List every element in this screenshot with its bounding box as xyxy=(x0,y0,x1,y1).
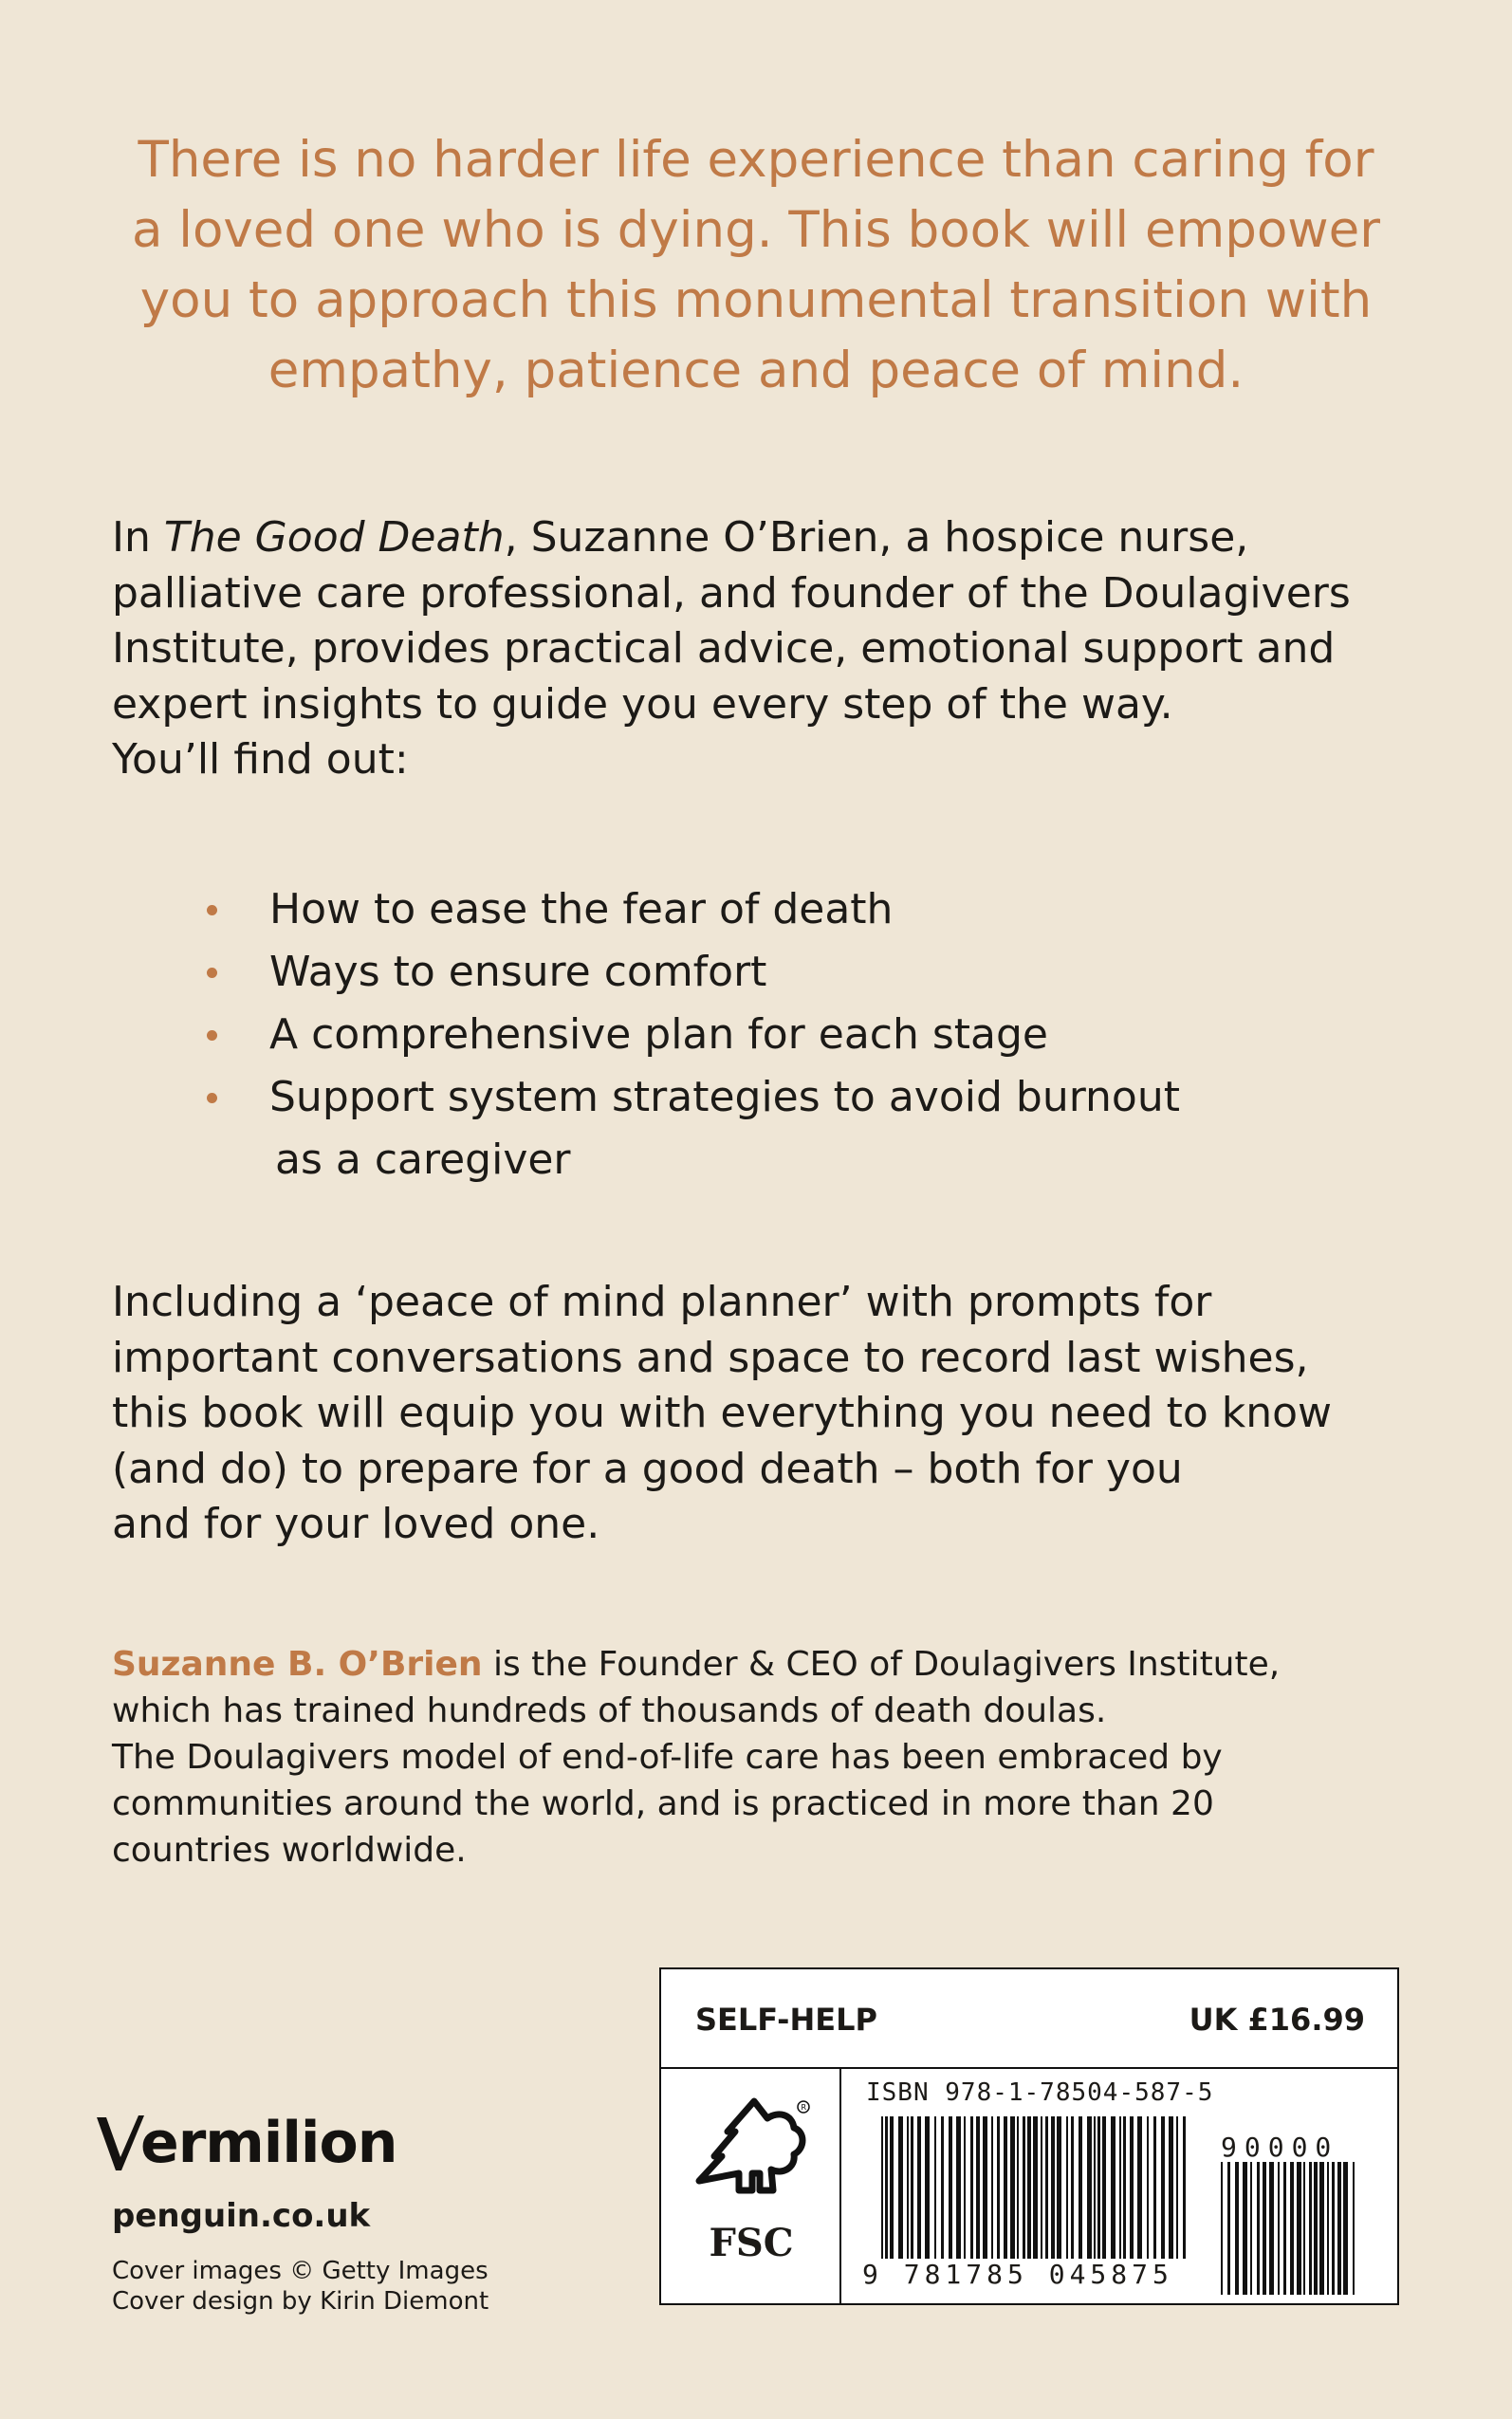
barcode-bar xyxy=(1010,2116,1015,2259)
fsc-tree-icon xyxy=(661,2069,841,2221)
barcode-bar xyxy=(898,2116,903,2259)
intro-line: Institute, provides practical advice, emotional support and xyxy=(112,624,1336,673)
barcode-bar xyxy=(1235,2162,1239,2295)
barcode-bar xyxy=(1337,2162,1341,2295)
barcode-bar xyxy=(997,2116,1000,2259)
barcode-bar xyxy=(1051,2116,1055,2259)
category-label: SELF-HELP xyxy=(695,2002,877,2038)
barcode-bar xyxy=(964,2116,966,2259)
barcode-bar xyxy=(1314,2162,1318,2295)
barcode-bar xyxy=(1319,2162,1324,2295)
list-item: Support system strategies to avoid burnout as a caregiver xyxy=(112,1066,1440,1191)
barcode-bar xyxy=(1130,2116,1134,2259)
fsc-logo xyxy=(661,2069,841,2304)
barcode-bar xyxy=(1123,2116,1126,2259)
barcode-bar xyxy=(1278,2162,1280,2295)
barcode-bar xyxy=(1243,2162,1247,2295)
barcode-bar xyxy=(1332,2162,1335,2295)
planner-line: (and do) to prepare for a good death – both for you xyxy=(112,1444,1183,1493)
tagline xyxy=(95,125,1417,406)
barcode-bar xyxy=(1041,2116,1042,2259)
barcode-bar xyxy=(1283,2162,1286,2295)
planner-line: important conversations and space to record last wishes, xyxy=(112,1333,1309,1382)
list-item: How to ease the fear of death xyxy=(112,878,1440,941)
list-item-continuation: as a caregiver xyxy=(275,1136,571,1184)
barcode-bar xyxy=(1137,2116,1142,2259)
barcode-bar xyxy=(1257,2162,1260,2295)
barcode-bar xyxy=(917,2116,921,2259)
barcode-bar xyxy=(949,2116,952,2259)
barcode-bar xyxy=(1023,2116,1025,2259)
barcode-bar xyxy=(907,2116,909,2259)
barcode-bar xyxy=(1263,2162,1266,2295)
intro-line: expert insights to guide you every step of the way. xyxy=(112,679,1173,729)
barcode-bar xyxy=(983,2116,987,2259)
barcode-bar xyxy=(1147,2116,1149,2259)
barcode-bar xyxy=(1250,2162,1252,2295)
price-barcode-box xyxy=(659,1967,1399,2305)
cover-credits xyxy=(112,2256,489,2317)
barcode-bar xyxy=(925,2116,930,2259)
barcode-bar xyxy=(1227,2162,1230,2295)
bio-line: communities around the world, and is practiced in more than 20 xyxy=(112,1784,1214,1823)
barcode-bar xyxy=(1033,2116,1038,2259)
tagline-line: you to approach this monumental transition with xyxy=(139,271,1373,329)
barcode-bar xyxy=(1303,2162,1305,2295)
price-label: UK £16.99 xyxy=(1189,2002,1365,2038)
intro-line xyxy=(112,510,1459,566)
bio-line xyxy=(112,1641,1459,1688)
credit-line: Cover images © Getty Images xyxy=(112,2257,489,2285)
barcode-bar xyxy=(1066,2116,1068,2259)
barcode-bar xyxy=(1079,2116,1082,2259)
barcode-bar xyxy=(1119,2116,1121,2259)
barcode-bar xyxy=(890,2116,894,2259)
barcode-bar xyxy=(1027,2116,1031,2259)
barcode-bar xyxy=(911,2116,913,2259)
barcode-bar xyxy=(1111,2116,1116,2259)
bio-line: countries worldwide. xyxy=(112,1831,467,1870)
barcode-bar xyxy=(1221,2162,1223,2295)
planner-line: Including a ‘peace of mind planner’ with prompts for xyxy=(112,1278,1212,1326)
barcode-bar xyxy=(1017,2116,1019,2259)
tagline-line: empathy, patience and peace of mind. xyxy=(267,342,1245,399)
planner-line: this book will equip you with everything you need to know xyxy=(112,1389,1333,1437)
tagline-line: a loved one who is dying. This book will empower xyxy=(131,201,1381,259)
publisher-site: penguin.co.uk xyxy=(112,2197,371,2235)
fsc-label: FSC xyxy=(709,2221,794,2265)
planner-paragraph xyxy=(112,1275,1459,1553)
barcode-bar xyxy=(1094,2116,1096,2259)
tagline-line: There is no harder life experience than caring for xyxy=(138,131,1374,189)
ean-digits: 9 781785 045875 xyxy=(862,2259,1173,2290)
vermilion-v-icon xyxy=(95,2114,146,2172)
barcode-bar xyxy=(885,2116,888,2259)
intro-line: palliative care professional, and founder of the Doulagivers xyxy=(112,568,1351,618)
barcode-bar xyxy=(1045,2116,1048,2259)
credit-line: Cover design by Kirin Diemont xyxy=(112,2287,489,2316)
intro-line1-rest: , Suzanne O’Brien, a hospice nurse, xyxy=(504,513,1249,562)
barcode-bar xyxy=(934,2116,936,2259)
barcode-bar xyxy=(941,2116,944,2259)
box-header xyxy=(661,1969,1397,2069)
barcode-bar xyxy=(1297,2162,1301,2295)
barcode-bar xyxy=(1353,2162,1355,2295)
barcode-bar xyxy=(1087,2116,1092,2259)
list-item: A comprehensive plan for each stage xyxy=(112,1004,1440,1066)
barcode-bar xyxy=(1309,2162,1312,2295)
barcode-bar xyxy=(1071,2116,1074,2259)
barcode-bar xyxy=(1102,2116,1106,2259)
barcode-bar xyxy=(1153,2116,1156,2259)
planner-line: and for your loved one. xyxy=(112,1500,600,1548)
barcode-bar xyxy=(1169,2116,1173,2259)
barcode-bar xyxy=(1004,2116,1007,2259)
intro-line: You’ll find out: xyxy=(112,735,409,784)
barcode-bar xyxy=(1269,2162,1274,2295)
wordmark-text: ermilion xyxy=(140,2110,397,2176)
list-item: Ways to ensure comfort xyxy=(112,941,1440,1004)
bio-line: The Doulagivers model of end-of-life care has been embraced by xyxy=(112,1738,1223,1777)
barcode-bar xyxy=(881,2116,883,2259)
barcode-area xyxy=(841,2069,1397,2304)
svg-text:R: R xyxy=(801,2103,807,2112)
vermilion-logo xyxy=(95,2110,396,2176)
bio-line1-rest: is the Founder & CEO of Doulagivers Institute, xyxy=(482,1645,1281,1684)
benefits-list xyxy=(112,878,1440,1191)
barcode-bar xyxy=(1327,2162,1329,2295)
intro-paragraph xyxy=(112,510,1459,788)
barcode-bar xyxy=(991,2116,993,2259)
intro-prefix: In xyxy=(112,513,164,562)
barcode-bar xyxy=(1097,2116,1100,2259)
barcode-bar xyxy=(1290,2162,1294,2295)
bio-line: which has trained hundreds of thousands of death doulas. xyxy=(112,1691,1107,1730)
barcode-bar xyxy=(956,2116,961,2259)
addon-digits: 90000 xyxy=(1221,2132,1339,2163)
barcode-bar xyxy=(1343,2162,1348,2295)
isbn-text: ISBN 978-1-78504-587-5 xyxy=(866,2078,1214,2107)
barcode-bar xyxy=(1057,2116,1061,2259)
barcode-bar xyxy=(1176,2116,1178,2259)
barcode-bar xyxy=(1161,2116,1165,2259)
book-title: The Good Death xyxy=(163,513,505,562)
author-bio xyxy=(112,1641,1459,1874)
barcode-bar xyxy=(1183,2116,1186,2259)
barcode-bar xyxy=(976,2116,980,2259)
author-name: Suzanne B. O’Brien xyxy=(112,1645,483,1684)
barcode-bar xyxy=(970,2116,973,2259)
